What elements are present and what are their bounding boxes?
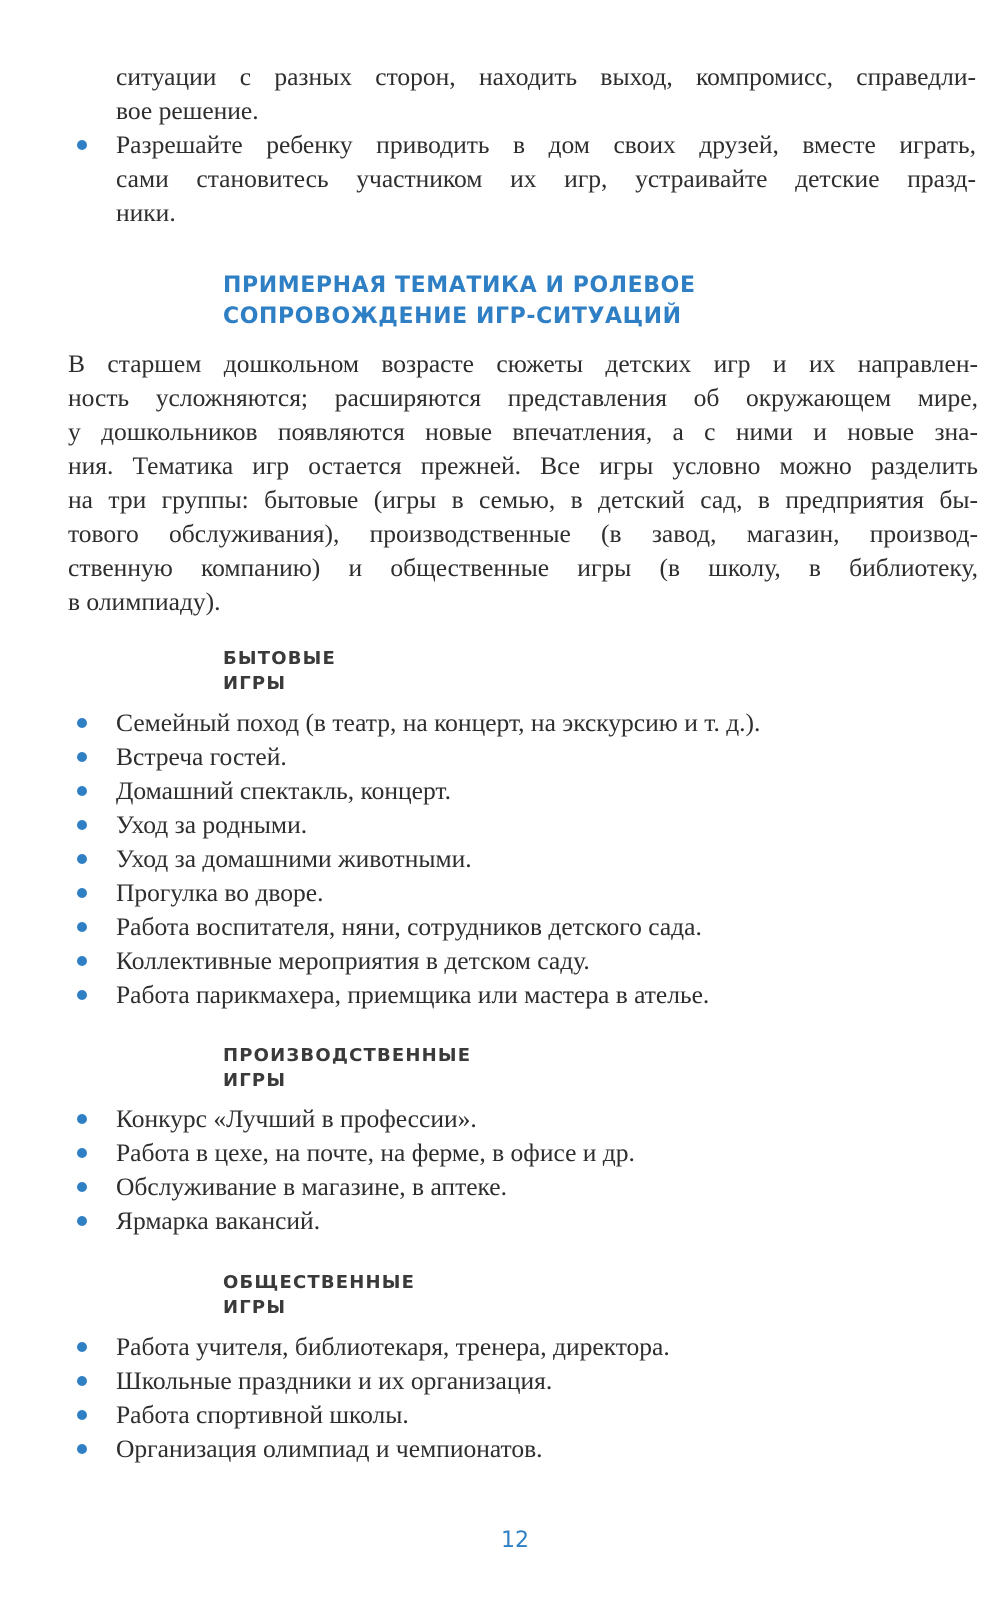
intro-bullet-line: ники. (116, 198, 176, 227)
industrial-games-list (0, 1102, 1000, 1238)
list-item-text: Коллективные мероприятия в детском саду. (116, 946, 590, 975)
bullet-icon (77, 1182, 87, 1192)
list-item (0, 1204, 1000, 1238)
list-item-text: Обслуживание в магазине, в аптеке. (116, 1172, 507, 1201)
list-item-text: Организация олимпиад и чемпионатов. (116, 1434, 543, 1463)
intro-line: ситуации с разных сторон, находить выход, компромисс, справедли- (116, 62, 976, 91)
heading-line: ИГРЫ (223, 673, 287, 694)
list-item-text: Работа воспитателя, няни, сотрудников детского сада. (116, 912, 702, 941)
intro-line: вое решение. (116, 96, 259, 125)
list-item (0, 740, 1000, 774)
bullet-icon (77, 786, 87, 796)
list-item (0, 1364, 1000, 1398)
bullet-icon (77, 1114, 87, 1124)
list-item (0, 706, 1000, 740)
list-item-text: Школьные праздники и их организация. (116, 1366, 553, 1395)
bullet-icon (77, 1444, 87, 1454)
list-item-text: Работа учителя, библиотекаря, тренера, директора. (116, 1332, 670, 1361)
household-games-heading (223, 646, 336, 696)
list-item-text: Работа в цехе, на почте, на ферме, в офисе и др. (116, 1138, 635, 1167)
list-item (0, 944, 1000, 978)
list-item (0, 808, 1000, 842)
list-item (0, 774, 1000, 808)
bullet-icon (77, 1342, 87, 1352)
paragraph-line: ность усложняются; расширяются представления об окружающем мире, (68, 383, 978, 412)
list-item (0, 876, 1000, 910)
list-item (0, 842, 1000, 876)
bullet-icon (77, 1148, 87, 1158)
heading-line: БЫТОВЫЕ (223, 648, 337, 669)
list-item-text: Встреча гостей. (116, 742, 287, 771)
household-games-list (0, 706, 1000, 1012)
list-item (0, 1432, 1000, 1466)
section-paragraph (68, 347, 978, 619)
list-item-text: Уход за домашними животными. (116, 844, 472, 873)
heading-line: ОБЩЕСТВЕННЫЕ (223, 1272, 416, 1293)
paragraph-line: в олимпиаду). (68, 587, 221, 616)
list-item (0, 1398, 1000, 1432)
intro-bullet-item (116, 128, 976, 230)
list-item-text: Домашний спектакль, концерт. (116, 776, 451, 805)
bullet-icon (77, 140, 87, 150)
section-title (223, 270, 696, 332)
list-item (0, 1330, 1000, 1364)
heading-line: ИГРЫ (223, 1070, 287, 1091)
heading-line: ИГРЫ (223, 1297, 287, 1318)
page-number: 12 (501, 1528, 529, 1553)
bullet-icon (77, 888, 87, 898)
section-title-line: ПРИМЕРНАЯ ТЕМАТИКА И РОЛЕВОЕ (223, 273, 696, 298)
list-item-text: Ярмарка вакансий. (116, 1206, 321, 1235)
intro-continuation (116, 60, 976, 230)
list-item (0, 1136, 1000, 1170)
list-item (0, 1170, 1000, 1204)
bullet-icon (77, 854, 87, 864)
intro-bullet-line: сами становитесь участником их игр, устраивайте детские празд- (116, 164, 976, 193)
list-item-text: Конкурс «Лучший в профессии». (116, 1104, 477, 1133)
list-item-text: Уход за родными. (116, 810, 308, 839)
paragraph-line: ственную компанию) и общественные игры (в школу, в библиотеку, (68, 553, 978, 582)
paragraph-line: В старшем дошкольном возрасте сюжеты детских игр и их направлен- (68, 349, 978, 378)
list-item-text: Прогулка во дворе. (116, 878, 324, 907)
paragraph-line: тового обслуживания), производственные (в завод, магазин, производ- (68, 519, 978, 548)
intro-bullet-line: Разрешайте ребенку приводить в дом своих друзей, вместе играть, (116, 130, 976, 159)
section-title-line: СОПРОВОЖДЕНИЕ ИГР-СИТУАЦИЙ (223, 304, 682, 329)
industrial-games-heading (223, 1043, 471, 1093)
bullet-icon (77, 1376, 87, 1386)
bullet-icon (77, 752, 87, 762)
social-games-heading (223, 1270, 415, 1320)
paragraph-line: ния. Тематика игр остается прежней. Все игры условно можно разделить (68, 451, 978, 480)
social-games-list (0, 1330, 1000, 1466)
list-item (0, 978, 1000, 1012)
paragraph-line: на три группы: бытовые (игры в семью, в детский сад, в предприятия бы- (68, 485, 978, 514)
bullet-icon (77, 922, 87, 932)
list-item-text: Работа спортивной школы. (116, 1400, 409, 1429)
list-item-text: Семейный поход (в театр, на концерт, на экскурсию и т. д.). (116, 708, 761, 737)
bullet-icon (77, 1410, 87, 1420)
list-item (0, 1102, 1000, 1136)
heading-line: ПРОИЗВОДСТВЕННЫЕ (223, 1045, 472, 1066)
bullet-icon (77, 718, 87, 728)
bullet-icon (77, 820, 87, 830)
list-item-text: Работа парикмахера, приемщика или мастера в ателье. (116, 980, 710, 1009)
bullet-icon (77, 956, 87, 966)
list-item (0, 910, 1000, 944)
bullet-icon (77, 1216, 87, 1226)
bullet-icon (77, 990, 87, 1000)
paragraph-line: у дошкольников появляются новые впечатления, а с ними и новые зна- (68, 417, 978, 446)
